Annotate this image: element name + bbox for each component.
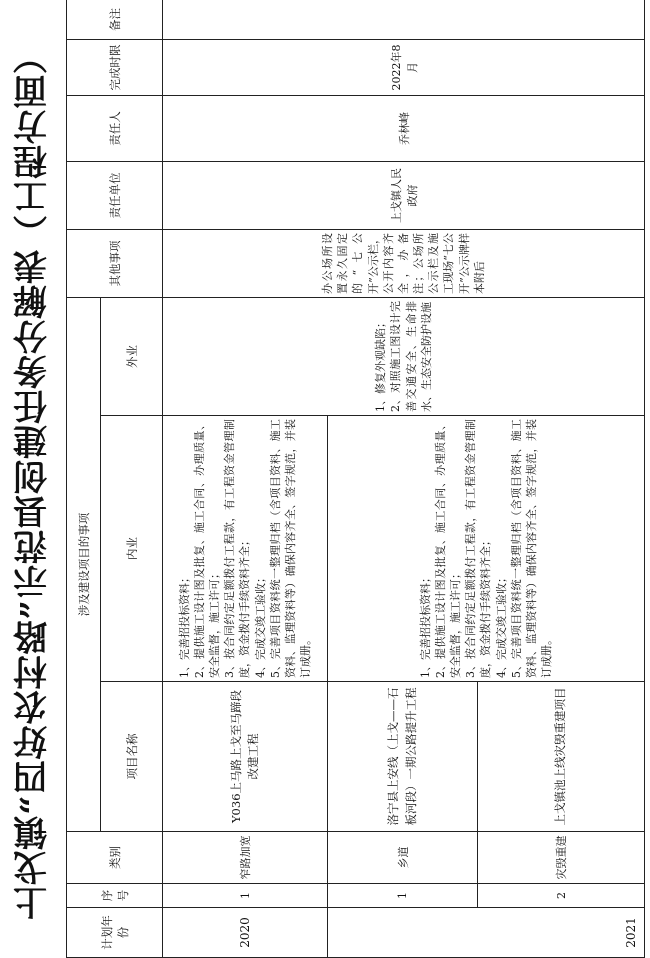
category-cell: 灾毁重建 xyxy=(478,832,645,884)
no-cell: 1 xyxy=(328,884,478,908)
project-name-cell: 洛宁县上安线（上戈——石板河段）一期公路提升工程 xyxy=(328,682,478,832)
internal-item: 1、完善招投标资料； xyxy=(418,572,432,678)
internal-item: 2、提供施工设计图及批复、施工合同、办理质量、安全监督，施工许可； xyxy=(433,419,463,678)
remarks-cell xyxy=(163,0,645,39)
deadline-cell: 2022年8月 xyxy=(163,39,645,95)
internal-item: 4、完成交竣工验收； xyxy=(253,572,267,678)
year-cell: 2020 xyxy=(163,908,328,958)
year-cell: 2021 xyxy=(328,908,645,958)
internal-item: 3、按合同约定足额拨付工程款，有工程资金管理制度，资金拨付手续资料齐全； xyxy=(223,419,252,678)
internal-item: 3、按合同约定足额拨付工程款，有工程资金管理制度，资金拨付手续资料齐全； xyxy=(464,419,493,678)
external-item: 1、修复外观缺陷； xyxy=(374,317,388,412)
header-group: 涉及建设项目的事项 xyxy=(67,297,101,831)
external-cell xyxy=(163,297,645,415)
other-matters-cell: 办公场所设置永久固定的“七公开”公示栏，公开内容齐全，办备注；公场所公示栏及施工现场“七公开”公示牌样本附后 xyxy=(163,229,645,297)
external-item: 2、对照施工图设计完善交通安全、生命排水、生态安全防护设施 xyxy=(389,300,433,412)
task-table xyxy=(66,0,645,958)
internal-item: 1、完善招投标资料； xyxy=(177,572,191,678)
internal-cell xyxy=(163,416,328,682)
table-row xyxy=(163,0,328,958)
header-deadline: 完成时限 xyxy=(67,39,163,95)
page-title: 上戈镇“四好农村路”示范县创建任务分解表（工程方面） xyxy=(13,38,54,920)
header-remarks: 备注 xyxy=(67,0,163,39)
header-no: 序号 xyxy=(67,884,163,908)
header-external: 外业 xyxy=(101,297,163,415)
no-cell: 1 xyxy=(163,884,328,908)
responsible-unit-cell: 上戈镇人民政府 xyxy=(163,161,645,229)
internal-cell xyxy=(328,416,645,682)
header-other: 其他事项 xyxy=(67,229,163,297)
no-cell: 2 xyxy=(478,884,645,908)
header-unit: 责任单位 xyxy=(67,161,163,229)
internal-item: 4、完成交竣工验收； xyxy=(494,572,508,678)
header-internal: 内业 xyxy=(101,416,163,682)
category-cell: 窄路加宽 xyxy=(163,832,328,884)
internal-item: 2、提供施工设计图及批复、施工合同、办理质量、安全监督，施工许可； xyxy=(192,419,222,678)
category-cell: 乡道 xyxy=(328,832,478,884)
project-name-cell: Y036上马路上戈至马蹄段改建工程 xyxy=(163,682,328,832)
header-person: 责任人 xyxy=(67,95,163,161)
task-table-container xyxy=(66,0,644,958)
header-category: 类别 xyxy=(67,832,163,884)
header-project-name: 项目名称 xyxy=(101,682,163,832)
internal-item: 5、完善项目资料统一整理归档（含项目资料、施工资料、监理资料等）确保内容齐全、签字规范，并装订成册。 xyxy=(268,419,313,678)
responsible-person-cell: 乔林峰 xyxy=(163,95,645,161)
header-year: 计划年份 xyxy=(67,908,163,958)
header-row xyxy=(67,0,101,958)
project-name-cell: 上戈镇池上线灾毁重建项目 xyxy=(478,682,645,832)
internal-item: 5、完善项目资料统一整理归档（含项目资料、施工资料、监理资料等）确保内容齐全、签字规范，并装订成册。 xyxy=(509,419,554,678)
